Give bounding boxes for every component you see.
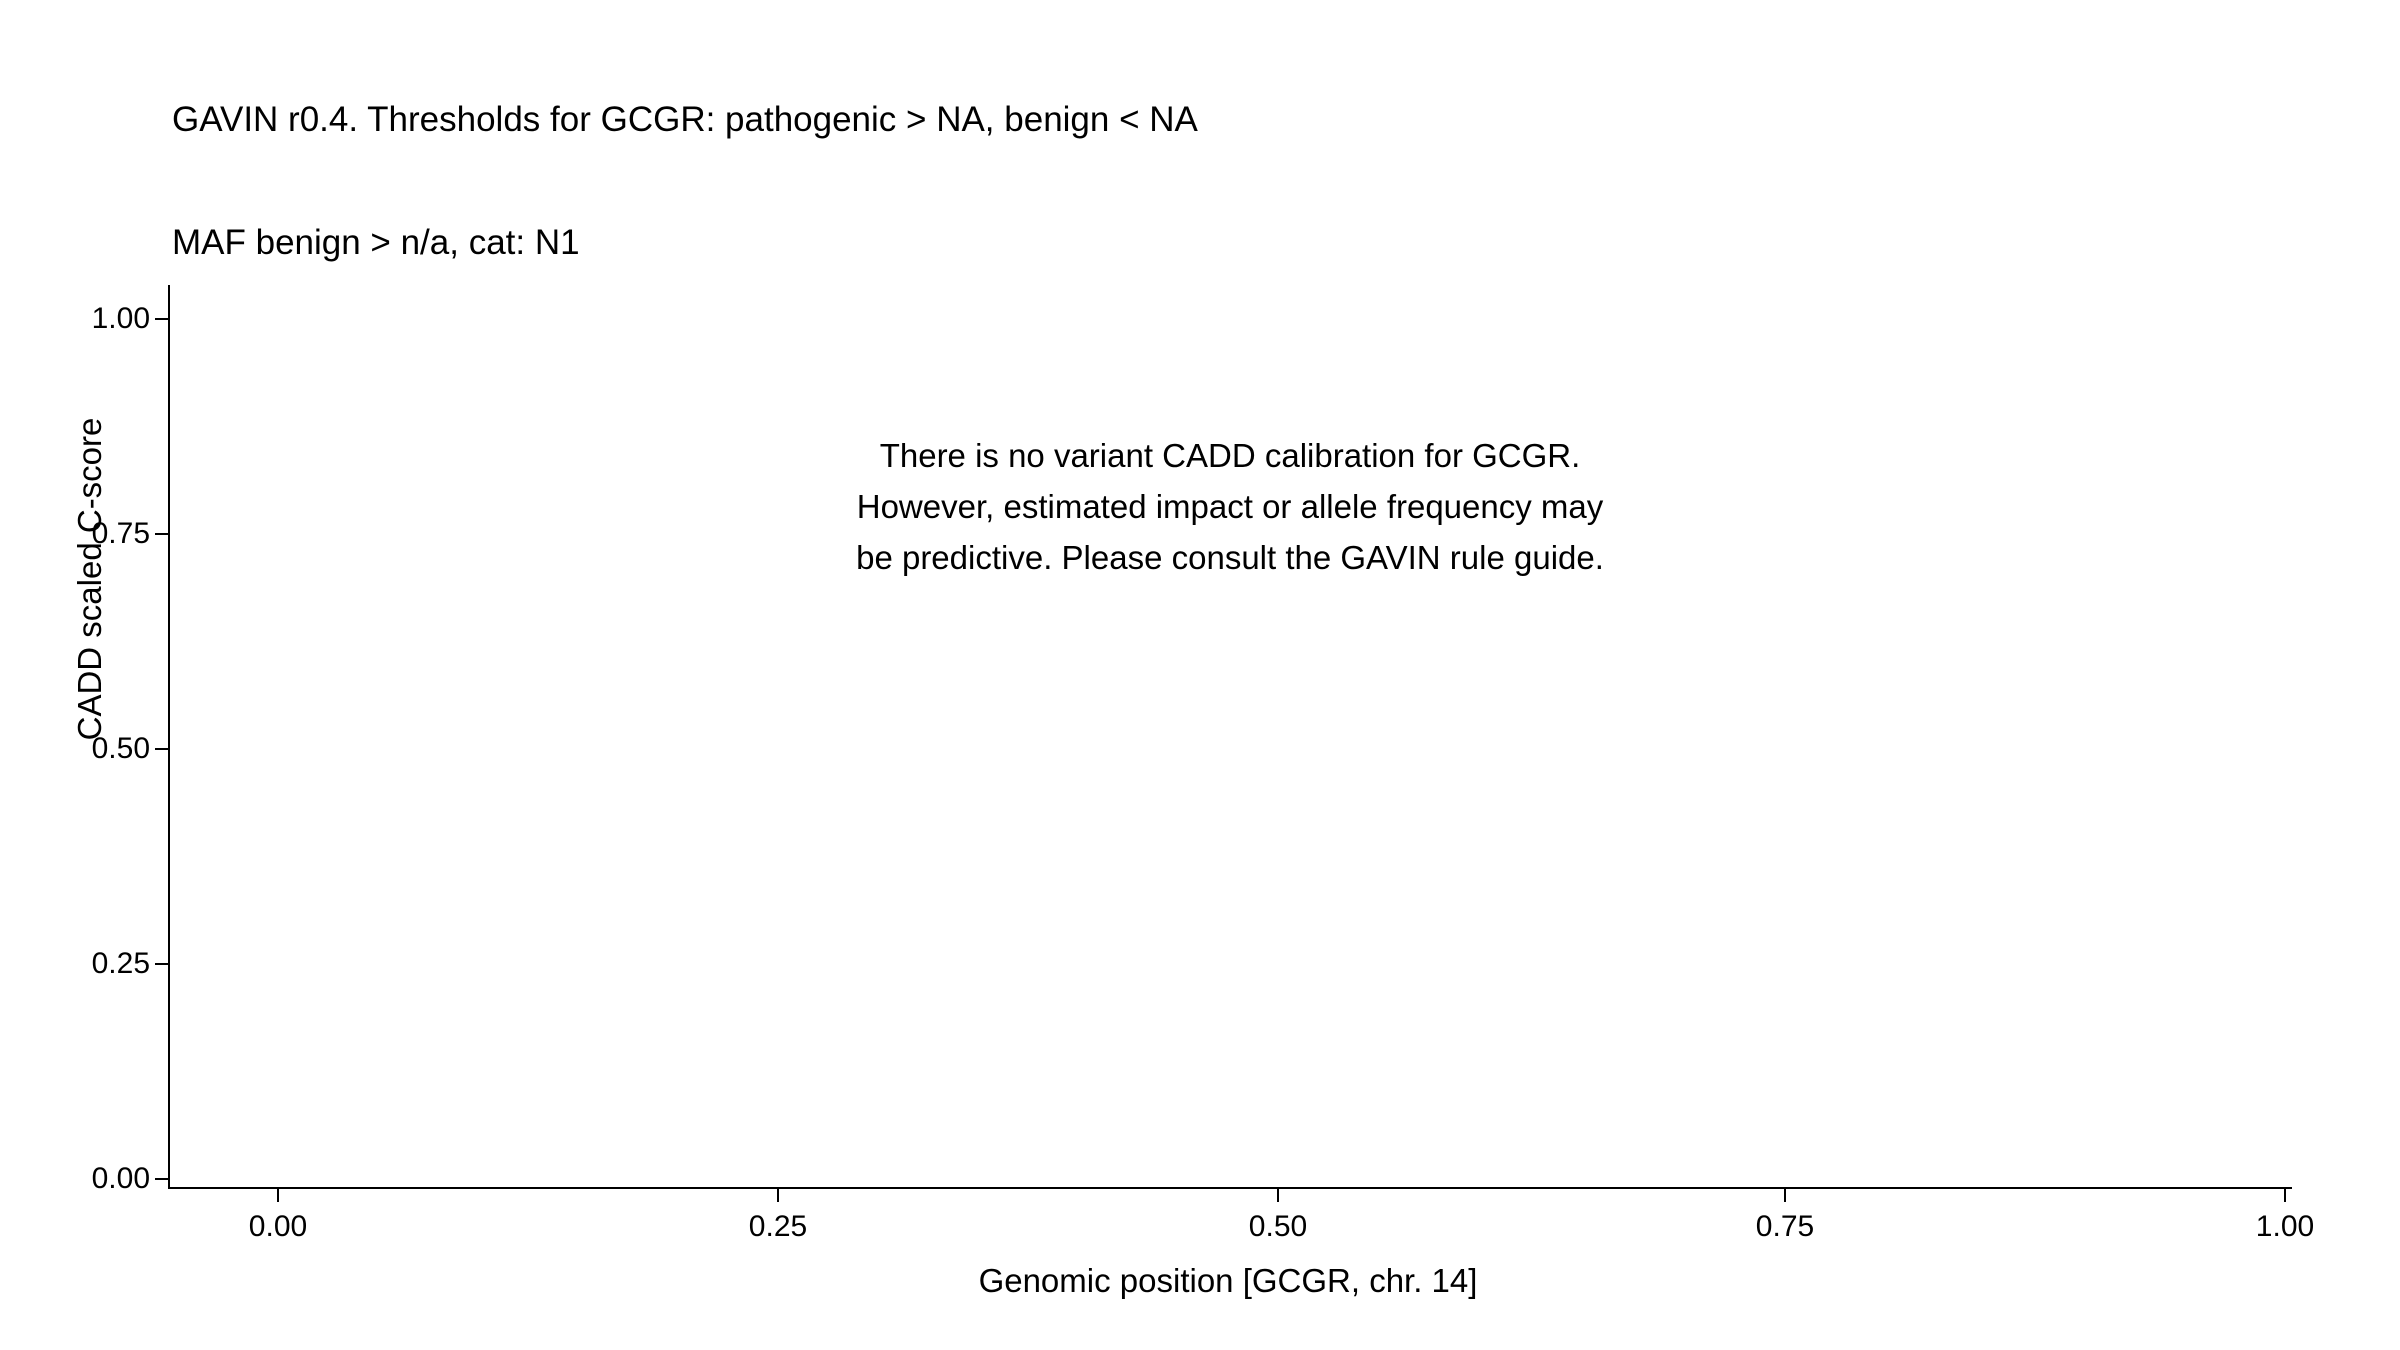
x-axis-title: Genomic position [GCGR, chr. 14] (978, 1262, 1478, 1299)
x-tick-mark-0.25 (777, 1189, 779, 1202)
y-tick-label-1.00: 1.00 (91, 302, 150, 335)
plot-annotation-line-2: However, estimated impact or allele frequency may (856, 488, 1604, 526)
x-tick-label-0.25: 0.25 (748, 1210, 808, 1243)
y-tick-label-0.25: 0.25 (91, 947, 150, 980)
x-tick-label-0.00: 0.00 (248, 1210, 308, 1243)
x-tick-mark-0.50 (1277, 1189, 1279, 1202)
plot-annotation-line-3: be predictive. Please consult the GAVIN rule guide. (856, 539, 1604, 577)
chart-title-line-2: MAF benign > n/a, cat: N1 (172, 222, 580, 262)
chart-title-line-1: GAVIN r0.4. Thresholds for GCGR: pathogenic > NA, benign < NA (172, 99, 1198, 139)
y-tick-label-0.00: 0.00 (91, 1162, 150, 1195)
y-tick-label-0.75: 0.75 (91, 517, 150, 550)
y-tick-mark-0.75 (155, 533, 168, 535)
y-tick-mark-0.25 (155, 963, 168, 965)
y-tick-label-0.50: 0.50 (91, 732, 150, 765)
plot-annotation-line-1: There is no variant CADD calibration for GCGR. (879, 437, 1581, 474)
x-tick-label-0.75: 0.75 (1755, 1210, 1815, 1243)
x-axis-line (168, 1187, 2292, 1189)
x-tick-label-1.00: 1.00 (2255, 1210, 2315, 1243)
y-tick-mark-0.50 (155, 748, 168, 750)
x-tick-label-0.50: 0.50 (1248, 1210, 1308, 1243)
y-tick-mark-1.00 (155, 318, 168, 320)
plot-panel (168, 285, 2290, 1185)
y-axis-line (168, 285, 170, 1188)
x-tick-mark-0.00 (277, 1189, 279, 1202)
y-axis-title: CADD scaled C-score (71, 417, 108, 741)
y-tick-mark-0.00 (155, 1178, 168, 1180)
plot-annotation (640, 430, 1820, 583)
x-tick-mark-1.00 (2284, 1189, 2286, 1202)
x-tick-mark-0.75 (1784, 1189, 1786, 1202)
